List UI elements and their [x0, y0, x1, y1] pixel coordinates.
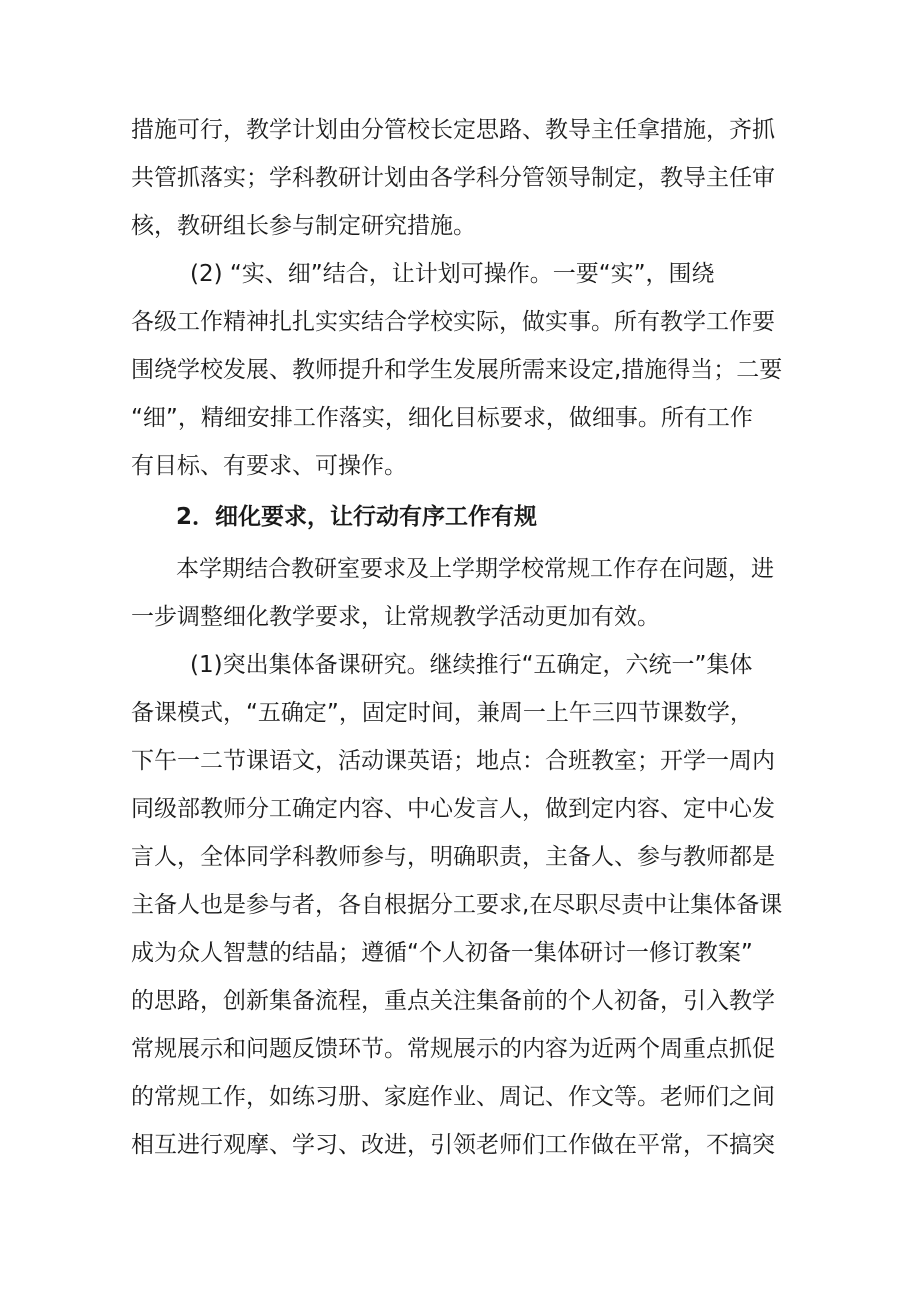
text-line: 措施可行，教学计划由分管校长定思路、教导主任拿措施，齐抓 — [131, 117, 775, 143]
text-line: 有目标、有要求、可操作。 — [131, 453, 407, 479]
section-heading: 2．细化要求，让行动有序工作有规 — [176, 504, 538, 530]
text-line: 备课模式，“五确定”，固定时间，兼周一上午三四节课数学， — [131, 700, 753, 726]
text-line: 一步调整细化教学要求，让常规教学活动更加有效。 — [131, 604, 660, 630]
text-line: 常规展示和问题反馈环节。常规展示的内容为近两个周重点抓促 — [131, 1036, 775, 1062]
text-line: (1)突出集体备课研究。继续推行“五确定，六统一”集体 — [190, 652, 753, 678]
text-line: 的思路，创新集备流程，重点关注集备前的个人初备，引入教学 — [131, 988, 775, 1014]
text-line: 同级部教师分工确定内容、中心发言人，做到定内容、定中心发 — [131, 796, 775, 822]
text-line: 核，教研组长参与制定研究措施。 — [131, 213, 476, 239]
text-line: 相互进行观摩、学习、改进，引领老师们工作做在平常，不搞突 — [131, 1132, 775, 1158]
text-line: 本学期结合教研室要求及上学期学校常规工作存在问题，进 — [176, 556, 774, 582]
text-line: 共管抓落实；学科教研计划由各学科分管领导制定，教导主任审 — [131, 165, 775, 191]
text-line: (2) “实、细”结合，让计划可操作。一要“实”，围绕 — [190, 261, 715, 287]
text-line: 言人，全体同学科教师参与，明确职责，主备人、参与教师都是 — [131, 844, 775, 870]
text-line: 成为众人智慧的结晶；遵循“个人初备一集体研讨一修订教案” — [131, 940, 753, 966]
text-line: 围绕学校发展、教师提升和学生发展所需来设定,措施得当；二要 — [131, 357, 783, 383]
text-line: 的常规工作，如练习册、家庭作业、周记、作文等。老师们之间 — [131, 1084, 775, 1110]
text-line: “细”，精细安排工作落实，细化目标要求，做细事。所有工作 — [131, 405, 753, 431]
text-line: 各级工作精神扎扎实实结合学校实际，做实事。所有教学工作要 — [131, 309, 775, 335]
text-line: 主备人也是参与者，各自根据分工要求,在尽职尽责中让集体备课 — [131, 892, 783, 918]
text-line: 下午一二节课语文，活动课英语；地点：合班教室；开学一周内 — [131, 748, 775, 774]
